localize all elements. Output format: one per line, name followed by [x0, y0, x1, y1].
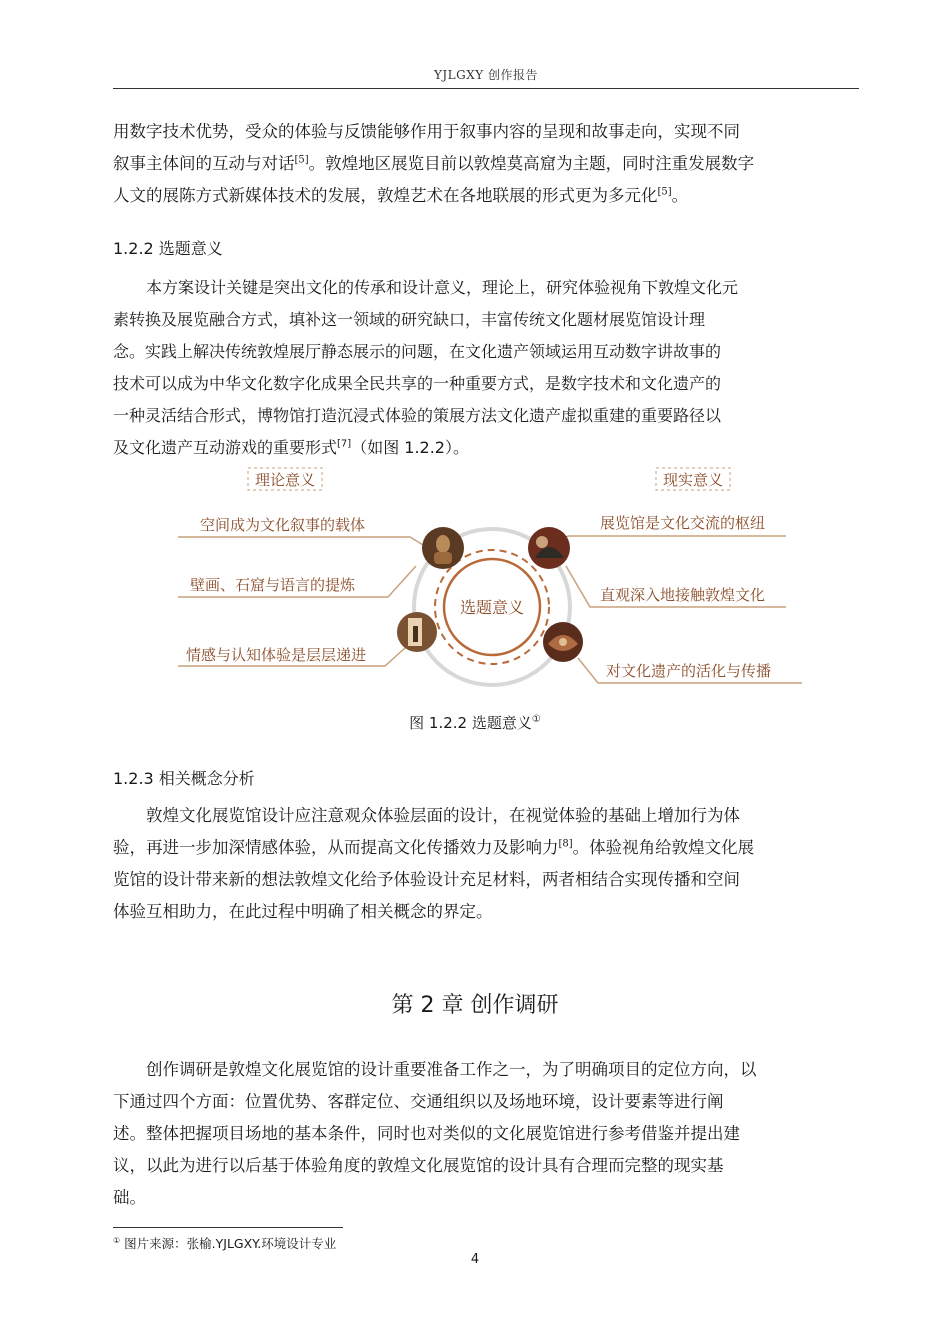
connector-line — [548, 536, 786, 548]
chapter-title: 第 2 章 创作调研 — [391, 993, 559, 1018]
section-1-2-2-paragraph — [113, 272, 859, 464]
section-heading-1-2-3: 1.2.3 相关概念分析 — [113, 769, 255, 788]
intro-line-3 — [113, 180, 859, 212]
theory-item-2: 壁画、石窟与语言的提炼 — [190, 576, 356, 594]
buddha-statue-thumbnail — [422, 527, 464, 569]
para-text: 及文化遗产互动游戏的重要形式 — [113, 438, 338, 457]
para-line-3: 念。实践上解决传统敦煌展厅静态展示的问题，在文化遗产领域运用互动数字讲故事的 — [113, 342, 722, 361]
para-line-4: 体验互相助力，在此过程中明确了相关概念的界定。 — [113, 902, 493, 921]
footnote-mark: ① — [113, 1235, 121, 1245]
para-line-5: 一种灵活结合形式，博物馆打造沉浸式体验的策展方法文化遗产虚拟重建的重要路径以 — [113, 406, 722, 425]
intro-line-1: 用数字技术优势，受众的体验与反馈能够作用于叙事内容的呈现和故事走向，实现不同 — [113, 122, 740, 141]
para-line-4: 议，以此为进行以后基于体验角度的敦煌文化展览馆的设计具有合理而完整的现实基 — [113, 1156, 724, 1175]
intro-line-2 — [113, 148, 859, 180]
para-line-3: 览馆的设计带来新的想法敦煌文化给予体验设计充足材料，两者相结合实现传播和空间 — [113, 870, 740, 889]
para-line-3: 述。整体把握项目场地的基本条件，同时也对类似的文化展览馆进行参考借鉴并提出建 — [113, 1124, 740, 1143]
citation-ref: [7] — [337, 438, 352, 450]
para-text: 。体验视角给敦煌文化展 — [572, 838, 755, 857]
intro-text: 。敦煌地区展览目前以敦煌莫高窟为主题，同时注重发展数字 — [308, 154, 755, 173]
intro-text: 人文的展陈方式新媒体技术的发展，敦煌艺术在各地联展的形式更为多元化 — [113, 186, 658, 205]
connector-line — [178, 537, 428, 548]
para-text: 验，再进一步加深情感体验，从而提高文化传播效力及影响力 — [113, 838, 559, 857]
para-text: （如图 1.2.2）。 — [351, 438, 469, 457]
citation-ref: [5] — [657, 186, 672, 198]
para-line-6 — [113, 432, 859, 464]
section-1-2-3-paragraph — [113, 800, 859, 928]
right-heading: 现实意义 — [662, 471, 724, 489]
para-line-2 — [113, 832, 859, 864]
page-header: YJLGXY 创作报告 — [433, 68, 539, 82]
footnote — [113, 1234, 336, 1252]
figure-caption — [0, 712, 950, 733]
para-line-1: 敦煌文化展览馆设计应注意观众体验层面的设计，在视觉体验的基础上增加行为体 — [146, 806, 740, 825]
cave-light-thumbnail — [397, 612, 437, 652]
para-line-2: 下通过四个方面：位置优势、客群定位、交通组织以及场地环境，设计要素等进行阐 — [113, 1092, 724, 1111]
practice-item-2: 直观深入地接触敦煌文化 — [600, 586, 766, 604]
section-heading-1-2-2: 1.2.2 选题意义 — [113, 239, 223, 258]
footnote-mark: ① — [531, 714, 541, 725]
intro-text: 叙事主体间的互动与对话 — [113, 154, 295, 173]
citation-ref: [5] — [294, 154, 309, 166]
topic-significance-diagram — [170, 462, 810, 697]
para-line-4: 技术可以成为中华文化数字化成果全民共享的一种重要方式，是数字技术和文化遗产的 — [113, 374, 722, 393]
artifact-thumbnail — [543, 622, 583, 662]
theory-item-3: 情感与认知体验是层层递进 — [186, 646, 367, 664]
intro-text: 。 — [671, 186, 689, 205]
center-label: 选题意义 — [459, 598, 525, 617]
page-number: 4 — [470, 1252, 480, 1267]
para-line-5: 础。 — [113, 1188, 146, 1207]
intro-paragraph — [113, 116, 859, 212]
para-line-1: 本方案设计关键是突出文化的传承和设计意义，理论上，研究体验视角下敦煌文化元 — [146, 278, 739, 297]
caption-text: 图 1.2.2 选题意义 — [409, 714, 532, 732]
chapter-paragraph — [113, 1054, 859, 1214]
para-line-2: 素转换及展览融合方式，填补这一领域的研究缺口，丰富传统文化题材展览馆设计理 — [113, 310, 706, 329]
header-rule — [113, 88, 859, 89]
footnote-rule — [113, 1227, 343, 1228]
para-line-1: 创作调研是敦煌文化展览馆的设计重要准备工作之一，为了明确项目的定位方向，以 — [146, 1060, 757, 1079]
footnote-text: 图片来源：张榆.YJLGXY.环境设计专业 — [120, 1236, 337, 1251]
practice-item-3: 对文化遗产的活化与传播 — [606, 662, 772, 680]
theory-item-1: 空间成为文化叙事的载体 — [200, 516, 366, 534]
practice-item-1: 展览馆是文化交流的枢纽 — [600, 514, 766, 532]
mural-thumbnail — [528, 527, 570, 569]
left-heading: 理论意义 — [254, 471, 316, 489]
citation-ref: [8] — [558, 838, 573, 850]
